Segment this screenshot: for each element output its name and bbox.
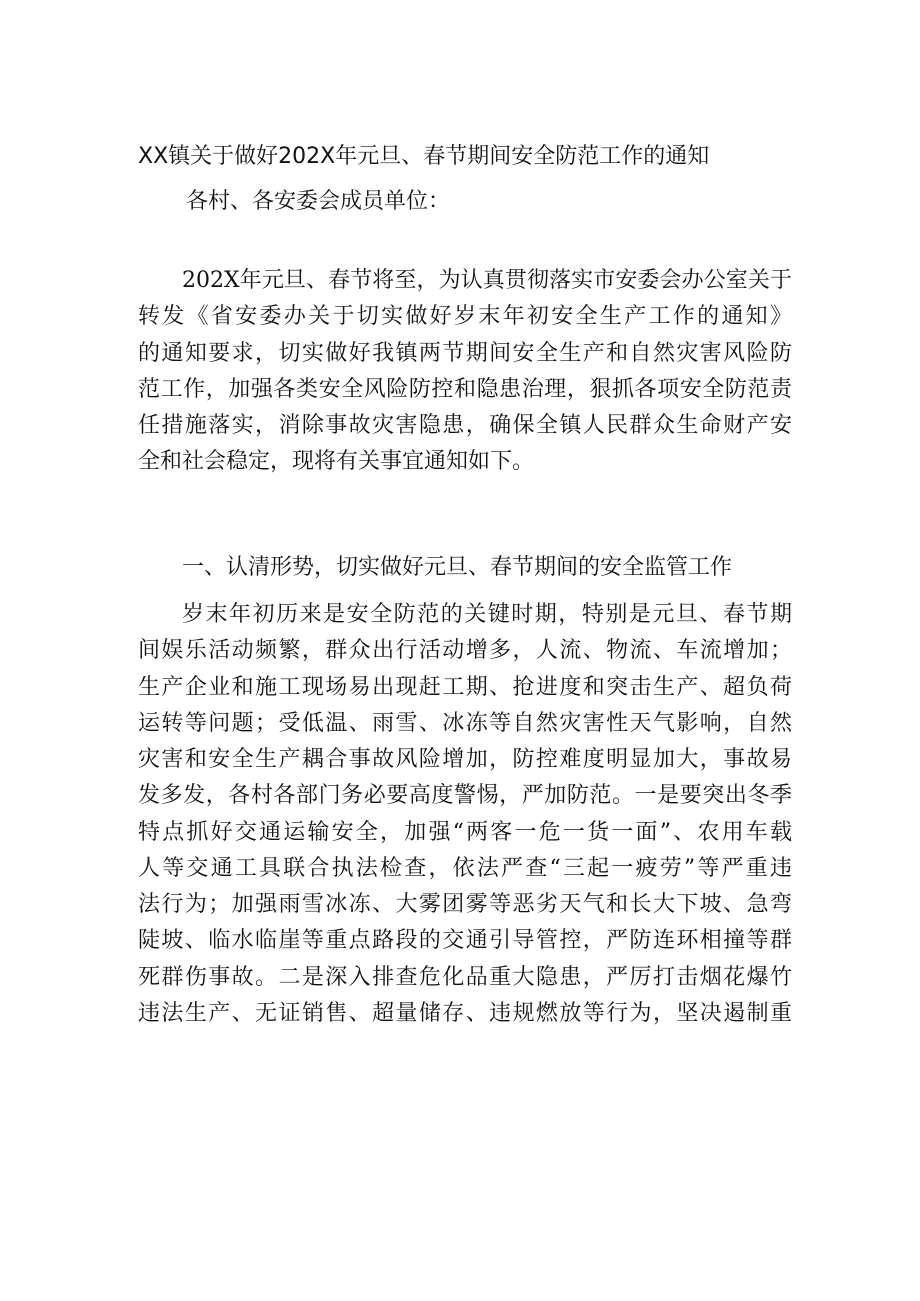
paragraph-line: 法行为；加强雨雪冰冻、大雾团雾等恶劣天气和长大下坡、急弯: [138, 892, 792, 917]
section-heading: 一、认清形势，切实做好元旦、春节期间的安全监管工作: [182, 555, 733, 580]
paragraph-line: 灾害和安全生产耦合事故风险增加，防控难度明显加大，事故易: [138, 747, 792, 772]
document-title: XX镇关于做好202X年元旦、春节期间安全防范工作的通知: [138, 144, 710, 169]
paragraph-line: 特点抓好交通运输安全，加强“两客一危一货一面”、农用车载: [138, 819, 792, 845]
paragraph-line: 转发《省安委办关于切实做好岁末年初安全生产工作的通知》: [138, 304, 792, 330]
paragraph-line: 陡坡、临水临崖等重点路段的交通引导管控，严防连环相撞等群: [138, 928, 792, 954]
paragraph-situation: [138, 597, 792, 1032]
paragraph-line: 发多发，各村各部门务必要高度警惕，严加防范。一是要突出冬季: [138, 783, 792, 809]
paragraph-line: 范工作，加强各类安全风险防控和隐患治理，狠抓各项安全防范责: [138, 376, 792, 402]
paragraph-line: 间娱乐活动频繁，群众出行活动增多，人流、物流、车流增加；: [138, 638, 792, 664]
salutation: 各村、各安委会成员单位：: [186, 189, 451, 214]
paragraph-line: 202X年元旦、春节将至，为认真贯彻落实市安委会办公室关于: [182, 268, 792, 293]
paragraph-line: 全和社会稳定，现将有关事宜通知如下。: [138, 449, 535, 475]
paragraph-line: 任措施落实，消除事故灾害隐患，确保全镇人民群众生命财产安: [138, 413, 792, 438]
paragraph-line: 违法生产、无证销售、超量储存、违规燃放等行为，坚决遏制重: [138, 1000, 792, 1026]
paragraph-line: 的通知要求，切实做好我镇两节期间安全生产和自然灾害风险防: [138, 340, 792, 366]
paragraph-line: 生产企业和施工现场易出现赶工期、抢进度和突击生产、超负荷: [138, 674, 792, 700]
paragraph-line: 岁末年初历来是安全防范的关键时期，特别是元旦、春节期: [182, 602, 792, 627]
paragraph-line: 运转等问题；受低温、雨雪、冰冻等自然灾害性天气影响，自然: [138, 710, 792, 736]
paragraph-intro: [138, 263, 792, 481]
paragraph-line: 死群伤事故。二是深入排查危化品重大隐患，严厉打击烟花爆竹: [138, 964, 792, 990]
paragraph-line: 人等交通工具联合执法检查，依法严查“三起一疲劳”等严重违: [138, 855, 792, 881]
